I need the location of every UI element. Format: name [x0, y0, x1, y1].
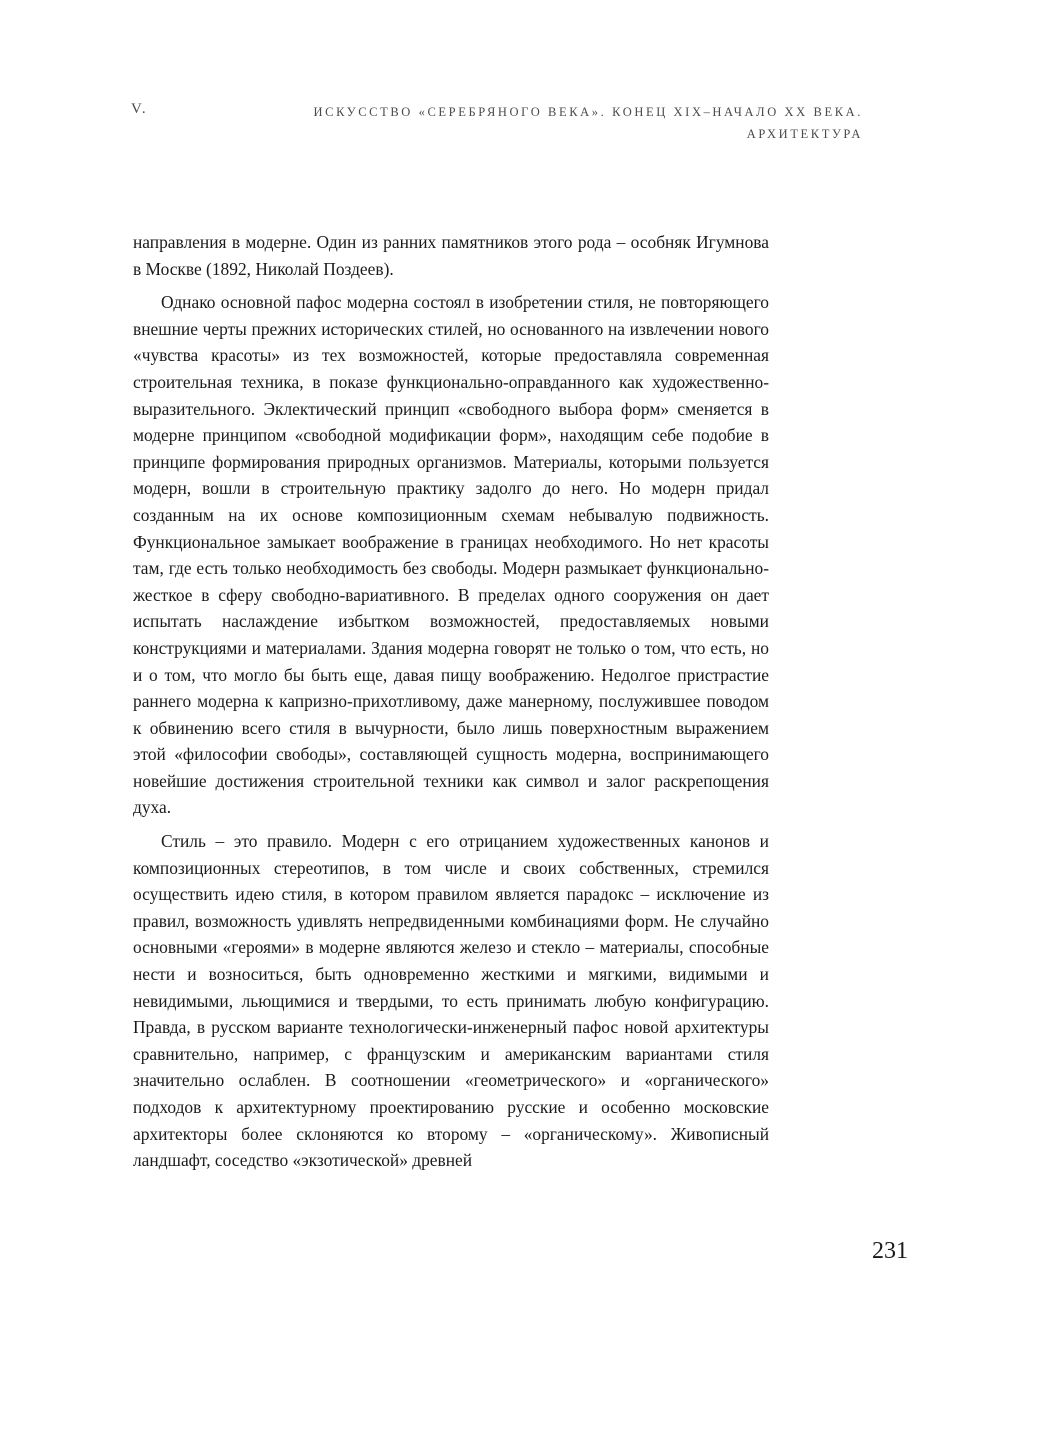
paragraph: Однако основной пафос модерна состоял в изобретении стиля, не повторяющего внешние черты прежних исторических стилей, но основанного на извлечении нового «чувства красоты» из тех возможностей, которые предоставляла современная строительная техника, в показе функционально-оправданного как художественно-выразительного. Эклектический принцип «свободного выбора форм» сменяется в модерне принципом «свободной модификации форм», находящим себе подобие в принципе формирования природных организмов. Материалы, которыми пользуется модерн, вошли в строительную практику задолго до него. Но модерн придал созданным на их основе композиционным схемам небывалую подвижность. Функциональное замыкает воображение в границах необходимого. Но нет красоты там, где есть только необходимость без свободы. Модерн размыкает функционально-жесткое в сферу свободно-вариативного. В пределах одного сооружения он дает испытать наслаждение избытком возможностей, предоставляемых новыми конструкциями и материалами. Здания модерна говорят не только о том, что есть, но и о том, что могло бы быть еще, давая пищу воображению. Недолгое пристрастие раннего модерна к капризно-прихотливому, даже манерному, послужившее поводом к обвинению всего стиля в вычурности, было лишь поверхностным выражением этой «философии свободы», составляющей сущность модерна, воспринимающего новейшие достижения строительной техники как символ и залог раскрепощения духа. — [133, 292, 769, 818]
chapter-number: V. — [131, 101, 148, 117]
running-header — [243, 101, 863, 145]
paragraph: Стиль – это правило. Модерн с его отрицанием художественных канонов и композиционных стереотипов, в том числе и своих собственных, стремился осуществить идею стиля, в котором правилом является парадокс – исключение из правил, возможность удивлять непредвиденными комбинациями форм. Не случайно основными «героями» в модерне являются железо и стекло – материалы, способные нести и возноситься, быть одновременно жесткими и мягкими, видимыми и невидимыми, льющимися и твердыми, то есть принимать любую конфигурацию. Правда, в русском варианте технологически-инженерный пафос новой архитектуры сравнительно, например, с французским и американским вариантами стиля значительно ослаблен. В соотношении «геометрического» и «органического» подходов к архитектурному проектированию русские и особенно московские архитекторы более склоняются ко второму – «органическому». Живописный ландшафт, соседство «экзотической» древней — [133, 831, 769, 1171]
running-header-line-1: ИСКУССТВО «СЕРЕБРЯНОГО ВЕКА». КОНЕЦ XIX–НАЧАЛО XX ВЕКА. — [313, 105, 863, 119]
body-text — [133, 229, 769, 1181]
page-number: 231 — [872, 1238, 908, 1264]
running-header-line-2: АРХИТЕКТУРА — [746, 127, 863, 141]
paragraph-continuation: направления в модерне. Один из ранних памятников этого рода – особняк Игумнова в Москве (1892, Николай Поздеев). — [133, 232, 769, 279]
